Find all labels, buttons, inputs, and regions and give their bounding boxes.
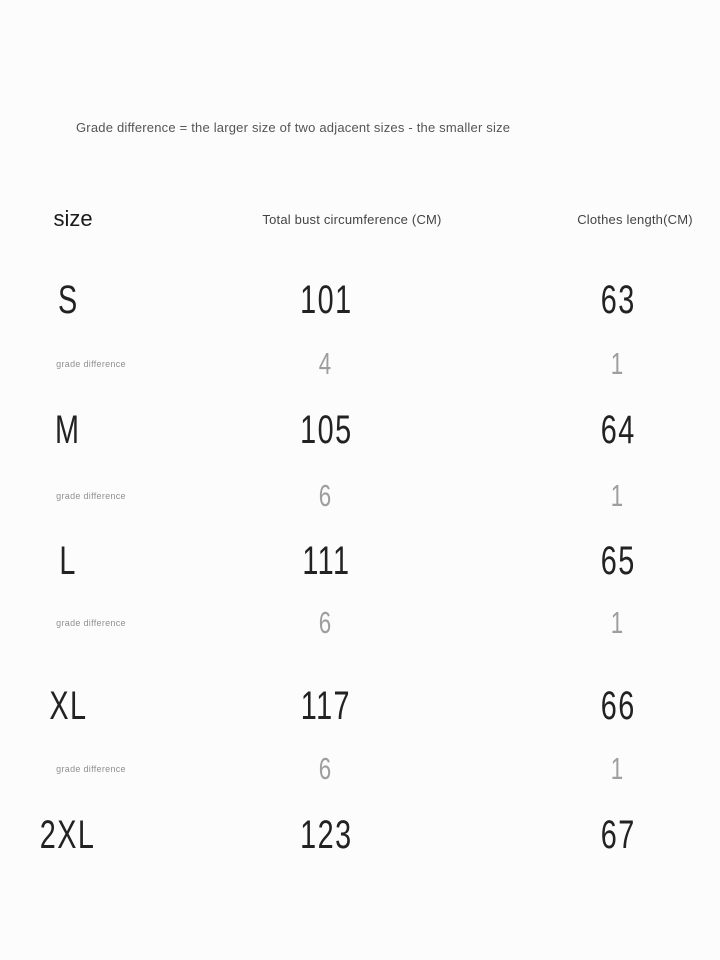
size-label: M — [55, 408, 81, 452]
grade-difference-label: grade difference — [56, 764, 126, 774]
grade-difference-label: grade difference — [56, 359, 126, 369]
length-value: 67 — [600, 813, 636, 857]
column-header-length: Clothes length(CM) — [577, 211, 693, 227]
size-label: 2XL — [40, 813, 96, 857]
bust-value: 123 — [299, 813, 353, 857]
grade-bust-value: 6 — [319, 478, 333, 513]
grade-difference-row — [0, 751, 720, 787]
grade-difference-row — [0, 605, 720, 641]
length-value: 65 — [600, 539, 636, 583]
table-row-size-m — [0, 406, 720, 454]
length-value: 63 — [600, 278, 636, 322]
grade-length-value: 1 — [611, 751, 625, 786]
grade-difference-row — [0, 478, 720, 514]
bust-value: 111 — [301, 539, 351, 583]
size-label: L — [59, 539, 77, 583]
table-row-size-l — [0, 537, 720, 585]
table-header-row — [0, 204, 720, 234]
grade-length-value: 1 — [611, 478, 625, 513]
bust-value: 101 — [299, 278, 353, 322]
size-label: S — [57, 278, 79, 322]
length-value: 66 — [600, 684, 636, 728]
grade-bust-value: 4 — [319, 346, 333, 381]
grade-difference-label: grade difference — [56, 618, 126, 628]
bust-value: 105 — [299, 408, 353, 452]
length-value: 64 — [600, 408, 636, 452]
grade-bust-value: 6 — [319, 605, 333, 640]
grade-length-value: 1 — [611, 605, 625, 640]
column-header-size: size — [53, 206, 93, 231]
grade-difference-row — [0, 346, 720, 382]
grade-length-value: 1 — [611, 346, 625, 381]
size-label: XL — [48, 684, 88, 728]
grade-bust-value: 6 — [319, 751, 333, 786]
table-row-size-2xl — [0, 811, 720, 859]
grade-difference-note: Grade difference = the larger size of two adjacent sizes - the smaller size — [76, 120, 511, 135]
bust-value: 117 — [300, 684, 352, 728]
column-header-bust: Total bust circumference (CM) — [262, 211, 442, 227]
grade-difference-label: grade difference — [56, 491, 126, 501]
table-row-size-s — [0, 276, 720, 324]
table-row-size-xl — [0, 682, 720, 730]
